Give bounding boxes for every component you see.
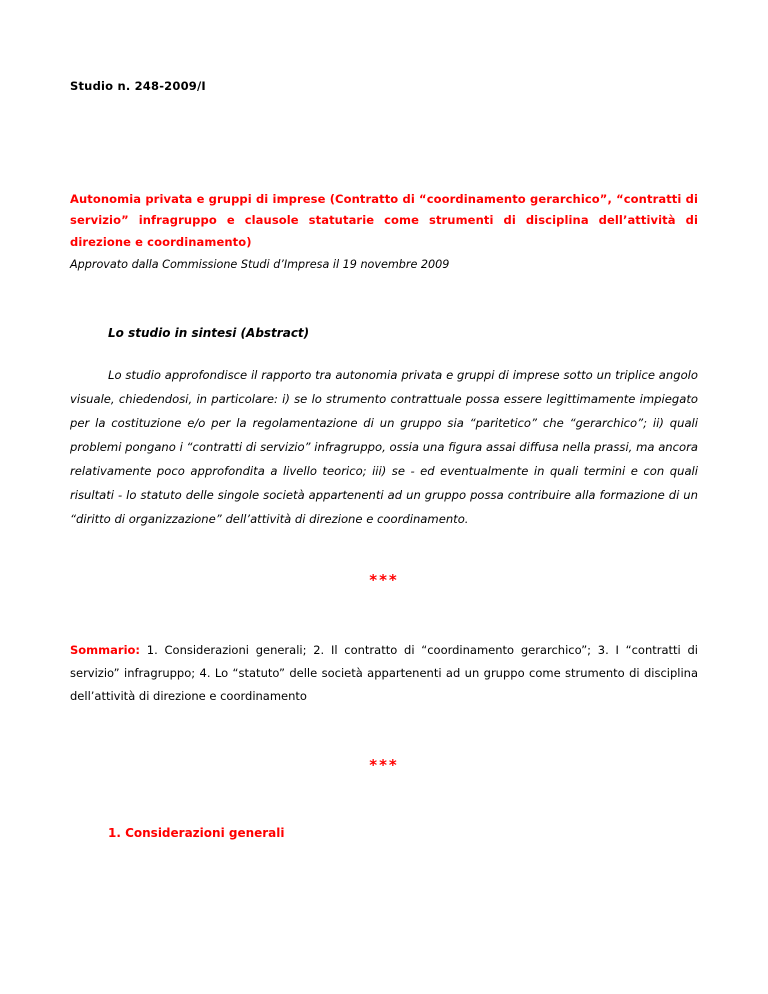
abstract-heading: Lo studio in sintesi (Abstract) [108,325,310,340]
document-content [70,0,698,840]
approval-line: Approvato dalla Commissione Studi d’Impresa il 19 novembre 2009 [70,257,450,271]
summary-block [70,639,698,708]
summary-label: Sommario: [70,643,141,658]
section-separator-1: *** [369,571,399,590]
study-number: Studio n. 248-2009/I [70,79,206,93]
section-1-heading: 1. Considerazioni generali [108,826,285,841]
abstract-paragraph: Lo studio approfondisce il rapporto tra autonomia privata e gruppi di imprese sotto un triplice angolo visuale, chiedendosi, in particolare: i) se lo strumento contrattuale possa essere legittimamente impiegato per la costituzione e/o per la regolamentazione di un gruppo sia “paritetico” che “gerarchico”; ii) quali problemi pongano i “contratti di servizio” infragruppo, ossia una figura assai diffusa nella prassi, ma ancora relativamente poco approfondita a livello teorico; iii) se - ed eventualmente in quali termini e con quali risultati - lo statuto delle singole società appartenenti ad un gruppo possa contribuire alla formazione di un “diritto di organizzazione” dell’attività di direzione e coordinamento. [70,367,698,527]
summary-text: 1. Considerazioni generali; 2. Il contratto di “coordinamento gerarchico”; 3. I “contratti di servizio” infragruppo; 4. Lo “statuto” delle società appartenenti ad un gruppo come strumento di disciplina dell’attività di direzione e coordinamento [70,643,698,704]
document-title: Autonomia privata e gruppi di imprese (Contratto di “coordinamento gerarchico”, “contratti di servizio” infragruppo e clausole statutarie come strumenti di disciplina dell’attività di direzione e coordinamento) [70,192,698,249]
section-separator-2: *** [369,756,399,775]
title-block [70,189,698,274]
